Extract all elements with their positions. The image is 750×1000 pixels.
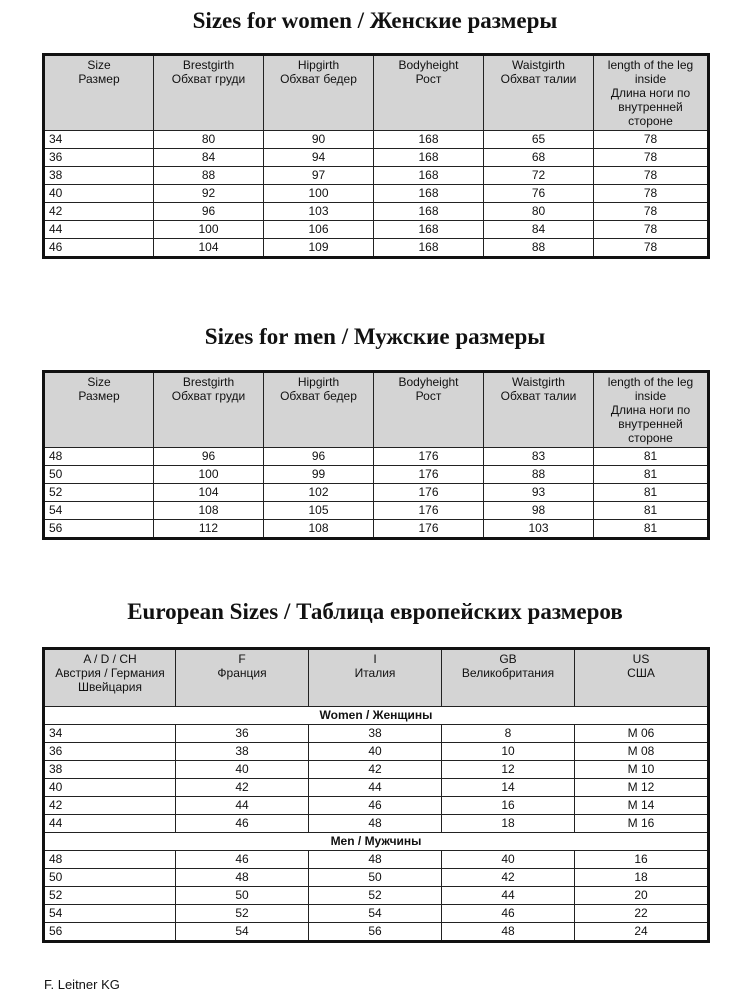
table-row xyxy=(44,887,709,905)
table-row xyxy=(44,448,709,466)
table-row xyxy=(44,185,709,203)
value-cell: 168 xyxy=(374,239,484,258)
size-cell: 38 xyxy=(44,761,176,779)
value-cell: 168 xyxy=(374,131,484,149)
value-cell: M 14 xyxy=(575,797,709,815)
value-cell: 97 xyxy=(264,167,374,185)
value-cell: 42 xyxy=(442,869,575,887)
size-cell: 56 xyxy=(44,520,154,539)
column-header-line: Австрия / Германия xyxy=(55,666,165,680)
column-header-line: Рост xyxy=(415,72,442,86)
column-header-line: Hipgirth xyxy=(297,58,340,72)
value-cell: 46 xyxy=(309,797,442,815)
value-cell: 50 xyxy=(309,869,442,887)
value-cell: 42 xyxy=(176,779,309,797)
column-header-line: GB xyxy=(499,652,517,666)
table-row xyxy=(44,815,709,833)
column-header xyxy=(154,372,264,448)
value-cell: 80 xyxy=(484,203,594,221)
column-header-line: внутренней xyxy=(618,417,683,431)
value-cell: 168 xyxy=(374,185,484,203)
size-cell: 34 xyxy=(44,725,176,743)
size-cell: 38 xyxy=(44,167,154,185)
value-cell: 100 xyxy=(154,466,264,484)
value-cell: 88 xyxy=(154,167,264,185)
column-header-line: I xyxy=(373,652,377,666)
value-cell: 72 xyxy=(484,167,594,185)
column-header-line: Обхват груди xyxy=(171,389,246,403)
column-header-line: США xyxy=(627,666,655,680)
column-header-line: inside xyxy=(634,72,667,86)
size-cell: 50 xyxy=(44,869,176,887)
group-label: Women / Женщины xyxy=(44,707,709,725)
women-size-table xyxy=(42,53,710,259)
value-cell: 48 xyxy=(442,923,575,942)
column-header xyxy=(374,55,484,131)
column-header-line: Bodyheight xyxy=(398,375,459,389)
table-row xyxy=(44,203,709,221)
value-cell: 24 xyxy=(575,923,709,942)
table-row xyxy=(44,761,709,779)
column-header-line: Размер xyxy=(78,72,120,86)
column-header-line: Италия xyxy=(354,666,396,680)
column-header xyxy=(374,372,484,448)
table-row xyxy=(44,905,709,923)
value-cell: 78 xyxy=(594,221,709,239)
table-row xyxy=(44,797,709,815)
column-header-line: F xyxy=(238,652,246,666)
table-row xyxy=(44,131,709,149)
value-cell: 100 xyxy=(154,221,264,239)
value-cell: 78 xyxy=(594,203,709,221)
value-cell: M 12 xyxy=(575,779,709,797)
value-cell: 108 xyxy=(154,502,264,520)
size-cell: 44 xyxy=(44,221,154,239)
value-cell: 109 xyxy=(264,239,374,258)
column-header-line: Размер xyxy=(78,389,120,403)
value-cell: 88 xyxy=(484,239,594,258)
value-cell: 48 xyxy=(309,851,442,869)
value-cell: 44 xyxy=(442,887,575,905)
value-cell: 38 xyxy=(309,725,442,743)
value-cell: 65 xyxy=(484,131,594,149)
value-cell: 81 xyxy=(594,502,709,520)
value-cell: 100 xyxy=(264,185,374,203)
column-header-line: Длина ноги по xyxy=(610,86,691,100)
size-cell: 54 xyxy=(44,502,154,520)
value-cell: 46 xyxy=(176,851,309,869)
value-cell: 168 xyxy=(374,203,484,221)
value-cell: 176 xyxy=(374,448,484,466)
size-cell: 42 xyxy=(44,797,176,815)
table-row xyxy=(44,779,709,797)
column-header xyxy=(264,372,374,448)
size-cell: 56 xyxy=(44,923,176,942)
column-header-line: Brestgirth xyxy=(182,58,235,72)
value-cell: 176 xyxy=(374,520,484,539)
size-cell: 52 xyxy=(44,887,176,905)
value-cell: 52 xyxy=(176,905,309,923)
value-cell: 176 xyxy=(374,466,484,484)
table-row xyxy=(44,851,709,869)
size-cell: 48 xyxy=(44,851,176,869)
value-cell: M 08 xyxy=(575,743,709,761)
table-row xyxy=(44,167,709,185)
value-cell: 20 xyxy=(575,887,709,905)
value-cell: 96 xyxy=(264,448,374,466)
value-cell: 103 xyxy=(484,520,594,539)
size-cell: 48 xyxy=(44,448,154,466)
value-cell: 81 xyxy=(594,448,709,466)
value-cell: 96 xyxy=(154,448,264,466)
value-cell: 78 xyxy=(594,149,709,167)
column-header-line: Size xyxy=(87,375,111,389)
group-row xyxy=(44,833,709,851)
column-header-line: Hipgirth xyxy=(297,375,340,389)
footer-company: F. Leitner KG xyxy=(44,977,120,992)
column-header xyxy=(575,649,709,707)
value-cell: 18 xyxy=(575,869,709,887)
value-cell: 92 xyxy=(154,185,264,203)
value-cell: 16 xyxy=(442,797,575,815)
size-cell: 52 xyxy=(44,484,154,502)
women-title: Sizes for women / Женские размеры xyxy=(192,8,558,33)
value-cell: M 10 xyxy=(575,761,709,779)
value-cell: 168 xyxy=(374,167,484,185)
size-cell: 40 xyxy=(44,779,176,797)
group-row xyxy=(44,707,709,725)
value-cell: 8 xyxy=(442,725,575,743)
size-cell: 36 xyxy=(44,743,176,761)
value-cell: 10 xyxy=(442,743,575,761)
column-header-line: внутренней xyxy=(618,100,683,114)
value-cell: 98 xyxy=(484,502,594,520)
value-cell: 40 xyxy=(309,743,442,761)
size-cell: 54 xyxy=(44,905,176,923)
column-header-line: Brestgirth xyxy=(182,375,235,389)
column-header-line: Рост xyxy=(415,389,442,403)
column-header-line: Обхват талии xyxy=(500,72,577,86)
value-cell: 102 xyxy=(264,484,374,502)
value-cell: 176 xyxy=(374,502,484,520)
value-cell: 168 xyxy=(374,149,484,167)
value-cell: 48 xyxy=(176,869,309,887)
value-cell: 50 xyxy=(176,887,309,905)
column-header xyxy=(442,649,575,707)
value-cell: 93 xyxy=(484,484,594,502)
value-cell: 83 xyxy=(484,448,594,466)
value-cell: 48 xyxy=(309,815,442,833)
value-cell: 168 xyxy=(374,221,484,239)
table-row xyxy=(44,484,709,502)
value-cell: 16 xyxy=(575,851,709,869)
table-row xyxy=(44,221,709,239)
column-header-line: Обхват талии xyxy=(500,389,577,403)
column-header xyxy=(484,372,594,448)
table-row xyxy=(44,923,709,942)
european-title: European Sizes / Таблица европейских размеров xyxy=(127,599,623,624)
column-header-line: стороне xyxy=(628,431,673,445)
column-header xyxy=(264,55,374,131)
value-cell: 106 xyxy=(264,221,374,239)
column-header-line: Длина ноги по xyxy=(610,403,691,417)
column-header-line: Обхват груди xyxy=(171,72,246,86)
column-header-line: Size xyxy=(87,58,111,72)
table-row xyxy=(44,502,709,520)
value-cell: 46 xyxy=(442,905,575,923)
value-cell: 81 xyxy=(594,520,709,539)
value-cell: 103 xyxy=(264,203,374,221)
value-cell: 44 xyxy=(309,779,442,797)
men-size-table xyxy=(42,370,710,540)
column-header-line: Великобритания xyxy=(461,666,555,680)
column-header-line: length of the leg xyxy=(607,58,694,72)
value-cell: 12 xyxy=(442,761,575,779)
value-cell: 56 xyxy=(309,923,442,942)
size-cell: 44 xyxy=(44,815,176,833)
size-cell: 46 xyxy=(44,239,154,258)
value-cell: 176 xyxy=(374,484,484,502)
column-header xyxy=(44,649,176,707)
value-cell: 46 xyxy=(176,815,309,833)
column-header-line: Обхват бедер xyxy=(280,72,357,86)
column-header xyxy=(309,649,442,707)
group-label: Men / Мужчины xyxy=(44,833,709,851)
column-header-line: US xyxy=(632,652,650,666)
table-row xyxy=(44,743,709,761)
size-cell: 40 xyxy=(44,185,154,203)
value-cell: 68 xyxy=(484,149,594,167)
column-header xyxy=(44,372,154,448)
men-title: Sizes for men / Мужские размеры xyxy=(204,324,546,349)
size-cell: 50 xyxy=(44,466,154,484)
table-row xyxy=(44,149,709,167)
column-header-line: Обхват бедер xyxy=(280,389,357,403)
value-cell: 78 xyxy=(594,239,709,258)
value-cell: 108 xyxy=(264,520,374,539)
value-cell: 22 xyxy=(575,905,709,923)
value-cell: 94 xyxy=(264,149,374,167)
table-row xyxy=(44,869,709,887)
european-size-table xyxy=(42,647,710,943)
value-cell: 99 xyxy=(264,466,374,484)
value-cell: 44 xyxy=(176,797,309,815)
size-cell: 34 xyxy=(44,131,154,149)
value-cell: 18 xyxy=(442,815,575,833)
column-header-line: A / D / CH xyxy=(83,652,137,666)
column-header-line: Франция xyxy=(217,666,267,680)
value-cell: 40 xyxy=(442,851,575,869)
value-cell: 112 xyxy=(154,520,264,539)
column-header xyxy=(44,55,154,131)
table-row xyxy=(44,466,709,484)
value-cell: 105 xyxy=(264,502,374,520)
value-cell: 96 xyxy=(154,203,264,221)
value-cell: 54 xyxy=(309,905,442,923)
column-header xyxy=(154,55,264,131)
value-cell: 104 xyxy=(154,239,264,258)
value-cell: 84 xyxy=(484,221,594,239)
value-cell: 36 xyxy=(176,725,309,743)
value-cell: 104 xyxy=(154,484,264,502)
value-cell: 52 xyxy=(309,887,442,905)
value-cell: 81 xyxy=(594,484,709,502)
value-cell: 78 xyxy=(594,167,709,185)
value-cell: 40 xyxy=(176,761,309,779)
table-row xyxy=(44,520,709,539)
column-header xyxy=(484,55,594,131)
column-header xyxy=(594,372,709,448)
column-header xyxy=(594,55,709,131)
value-cell: 54 xyxy=(176,923,309,942)
size-cell: 42 xyxy=(44,203,154,221)
value-cell: 38 xyxy=(176,743,309,761)
column-header-line: inside xyxy=(634,389,667,403)
value-cell: 80 xyxy=(154,131,264,149)
table-row xyxy=(44,725,709,743)
value-cell: 84 xyxy=(154,149,264,167)
column-header-line: стороне xyxy=(628,114,673,128)
value-cell: 88 xyxy=(484,466,594,484)
value-cell: 14 xyxy=(442,779,575,797)
value-cell: M 06 xyxy=(575,725,709,743)
column-header-line: Waistgirth xyxy=(512,58,565,72)
table-row xyxy=(44,239,709,258)
value-cell: 42 xyxy=(309,761,442,779)
value-cell: M 16 xyxy=(575,815,709,833)
column-header-line: Bodyheight xyxy=(398,58,459,72)
value-cell: 78 xyxy=(594,185,709,203)
column-header xyxy=(176,649,309,707)
value-cell: 76 xyxy=(484,185,594,203)
value-cell: 78 xyxy=(594,131,709,149)
column-header-line: Швейцария xyxy=(77,680,143,694)
column-header-line: Waistgirth xyxy=(512,375,565,389)
size-cell: 36 xyxy=(44,149,154,167)
column-header-line: length of the leg xyxy=(607,375,694,389)
value-cell: 81 xyxy=(594,466,709,484)
value-cell: 90 xyxy=(264,131,374,149)
